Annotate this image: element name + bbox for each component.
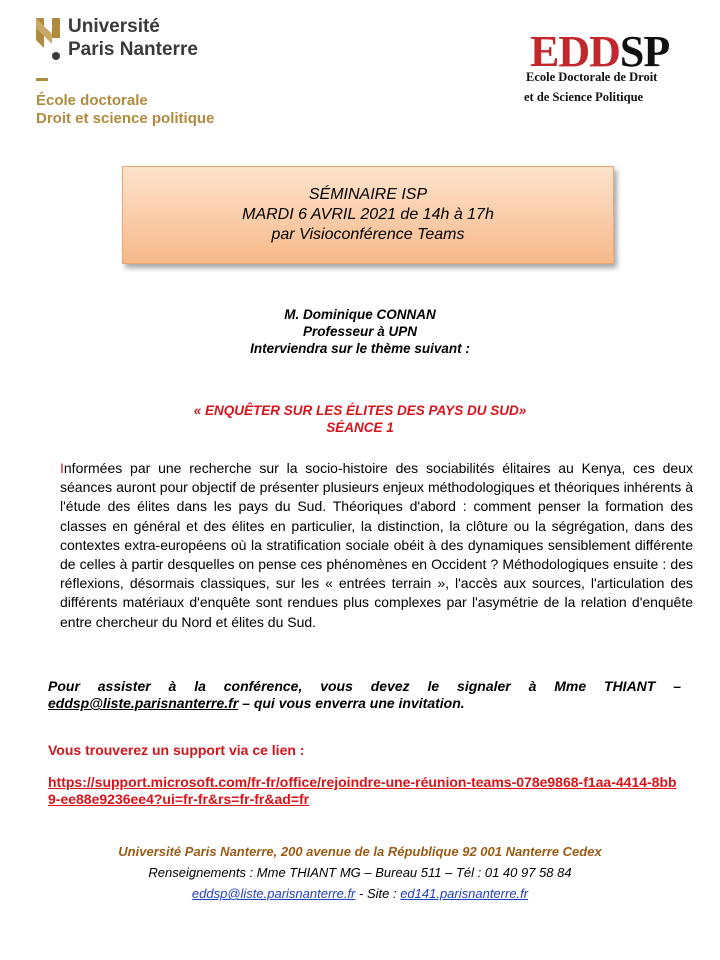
theme-title: « ENQUÊTER SUR LES ÉLITES DES PAYS DU SUD» — [193, 403, 527, 418]
eddsp-logo — [520, 26, 690, 110]
abstract-initial: I — [60, 460, 64, 476]
registration-notice — [48, 678, 681, 712]
seminar-banner — [122, 166, 614, 264]
notice-email-link[interactable]: eddsp@liste.parisnanterre.fr — [48, 695, 239, 711]
upn-name-line1: Université — [68, 16, 160, 37]
footer-site-label: - Site : — [355, 886, 401, 901]
support-link[interactable]: https://support.microsoft.com/fr-fr/office/rejoindre-une-réunion-teams-078e9868-f1aa-4414-8bb9-ee88e9236ee4?ui=fr-fr&rs=fr-fr&ad=fr — [48, 774, 677, 807]
session-label: SÉANCE 1 — [326, 420, 394, 435]
footer-site-link[interactable]: ed141.parisnanterre.fr — [400, 886, 529, 901]
eddsp-subtitle-line2: et de Science Politique — [524, 90, 644, 104]
upn-divider — [36, 78, 48, 81]
theme-block — [60, 402, 660, 436]
eddsp-letters-black: SP — [619, 27, 670, 76]
upn-logo — [36, 14, 256, 127]
upn-mark-icon — [36, 18, 60, 62]
speaker-name: M. Dominique CONNAN — [284, 307, 436, 322]
footer-address: Université Paris Nanterre, 200 avenue de la République 92 001 Nanterre Cedex — [118, 844, 602, 859]
doctoral-school-line1: École doctorale — [36, 92, 148, 109]
footer-contact: Renseignements : Mme THIANT MG – Bureau 511 – Tél : 01 40 97 58 84 — [148, 865, 572, 880]
abstract-paragraph — [60, 459, 693, 632]
footer-links — [40, 886, 680, 901]
doctoral-school-line2: Droit et science politique — [36, 110, 215, 127]
banner-format: par Visioconférence Teams — [271, 226, 465, 243]
eddsp-letters-red: EDD — [530, 27, 620, 76]
speaker-block — [60, 306, 660, 357]
eddsp-subtitle-line1: Ecole Doctorale de Droit — [526, 70, 658, 84]
speaker-title: Professeur à UPN — [302, 324, 418, 339]
banner-title: SÉMINAIRE ISP — [308, 186, 428, 203]
support-title: Vous trouverez un support via ce lien : — [48, 742, 305, 758]
abstract-text: nformées par une recherche sur la socio-histoire des sociabilités élitaires au Kenya, ces deux séances auront pour objectif de présenter plusieurs enjeux méthodologiques et théoriques inhérents à l'étude des élites dans les pays du Sud. Théoriques d'abord : comment penser la formation des classes en général et des élites en particulier, la distinction, la clôture ou la ségrégation, dans des contextes extra-européens où la stratification sociale obéit à des dynamiques sensiblement différente de celles à partir desquelles on pense ces phénomènes en Occident ? Méthodologiques ensuite : des réflexions, désormais classiques, sur les « entrées terrain », l'accès aux sources, l'articulation des différents matériaux d'enquête sont rendues plus complexes par l'asymétrie de la relation d'enquête entre chercheur du Nord et élites du Sud. — [60, 460, 693, 630]
banner-date: MARDI 6 AVRIL 2021 de 14h à 17h — [242, 206, 494, 223]
notice-text-before: Pour assister à la conférence, vous devez le signaler à Mme THIANT – — [48, 678, 681, 694]
upn-name-line2: Paris Nanterre — [68, 39, 198, 60]
footer-email-link[interactable]: eddsp@liste.parisnanterre.fr — [191, 886, 356, 901]
notice-text-after: – qui vous enverra une invitation. — [238, 695, 465, 711]
speaker-intro: Interviendra sur le thème suivant : — [250, 341, 470, 356]
